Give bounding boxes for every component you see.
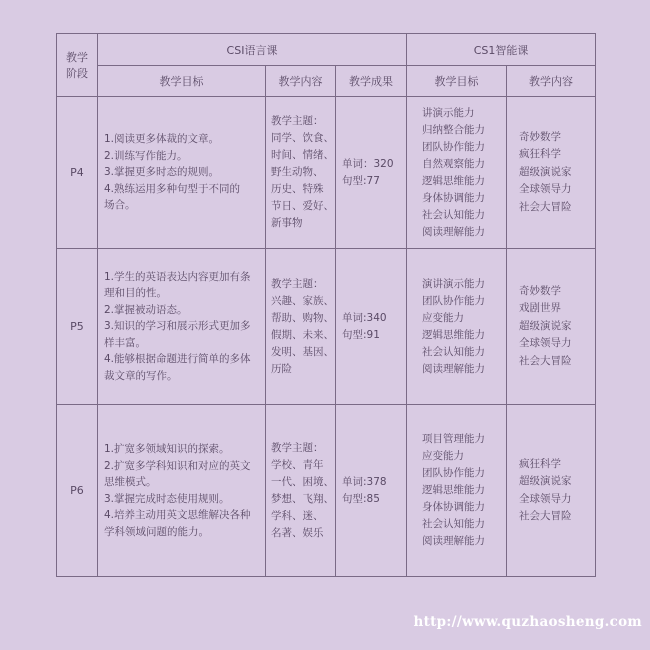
content-line: 历史、特殊 [271, 183, 324, 195]
goal-line: 理和目的性。 [104, 287, 167, 300]
results-cell [336, 249, 407, 405]
cs1-goals-column-header: 教学目标 [407, 66, 507, 97]
capability-line: 社会认知能力 [422, 208, 486, 221]
capability-line: 自然观察能力 [422, 157, 486, 170]
goals-cell [98, 249, 266, 405]
results-cell [336, 97, 407, 249]
result-line: 句型:77 [342, 174, 380, 187]
goal-line: 4.熟练运用多种句型于不同的 [104, 182, 241, 195]
stage-cell: P5 [57, 249, 98, 405]
content-line: 时间、情绪、 [271, 149, 334, 161]
content-column-header: 教学内容 [266, 66, 336, 97]
capability-line: 逻辑思维能力 [422, 328, 486, 341]
goal-line: 3.掌握完成时态使用规则。 [104, 492, 230, 505]
course-line: 超级演说家 [519, 165, 572, 178]
goal-line: 思维模式。 [104, 476, 157, 488]
content-line: 一代、困境、 [271, 475, 334, 488]
capability-line: 演讲演示能力 [422, 277, 486, 290]
goal-line: 1.扩宽多领域知识的探索。 [104, 443, 230, 455]
course-line: 社会大冒险 [519, 510, 572, 522]
course-line: 超级演说家 [519, 319, 572, 332]
course-line: 全球领导力 [519, 337, 572, 350]
capability-line: 团队协作能力 [422, 294, 486, 307]
capability-line: 应变能力 [422, 450, 465, 462]
website-watermark: http://www.quzhaosheng.com [413, 614, 642, 630]
curriculum-table [56, 33, 596, 577]
courses-cell [507, 97, 596, 249]
goal-line: 4.能够根据命题进行简单的多体 [104, 353, 251, 366]
capability-line: 逻辑思维能力 [422, 484, 486, 496]
cs1-course-header: CS1智能课 [407, 34, 596, 66]
content-line: 名著、娱乐 [271, 526, 324, 539]
course-line: 奇妙数学 [519, 130, 562, 143]
results-column-header: 教学成果 [336, 66, 407, 97]
goals-column-header: 教学目标 [98, 66, 266, 97]
content-cell [266, 97, 336, 249]
goal-line: 学科领域问题的能力。 [104, 525, 209, 538]
course-line: 奇妙数学 [519, 284, 562, 297]
capability-line: 阅读理解能力 [422, 362, 486, 375]
capability-line: 团队协作能力 [422, 467, 486, 479]
course-line: 超级演说家 [519, 475, 572, 487]
goals-cell [98, 97, 266, 249]
content-line: 发明、基因、 [271, 345, 334, 358]
content-line: 节日、爱好、 [271, 200, 334, 212]
course-line: 全球领导力 [519, 183, 572, 196]
course-line: 疯狂科学 [519, 457, 562, 470]
capability-line: 身体协调能力 [422, 191, 486, 204]
course-line: 全球领导力 [519, 492, 572, 505]
content-line: 教学主题： [271, 115, 324, 127]
capability-line: 归纳整合能力 [422, 123, 486, 136]
goal-line: 3.掌握更多时态的规则。 [104, 166, 220, 179]
content-line: 梦想、飞翔、 [271, 492, 334, 505]
table-row-p6 [57, 405, 596, 577]
course-line: 戏剧世界 [519, 302, 562, 315]
content-line: 新事物 [271, 217, 303, 229]
courses-cell [507, 249, 596, 405]
goal-line: 裁文章的写作。 [104, 369, 178, 382]
capability-line: 团队协作能力 [422, 140, 486, 153]
result-line: 单词:340 [342, 311, 387, 324]
capability-line: 逻辑思维能力 [422, 174, 486, 187]
stage-header-line: 教学 [66, 51, 88, 64]
result-line: 单词:378 [342, 475, 387, 488]
content-line: 学科、迷、 [271, 509, 324, 522]
goal-line: 2.训练写作能力。 [104, 149, 188, 162]
course-line: 社会大冒险 [519, 200, 572, 213]
capability-line: 身体协调能力 [422, 501, 486, 513]
table-row-p5 [57, 249, 596, 405]
capability-line: 应变能力 [422, 311, 465, 324]
capability-line: 阅读理解能力 [422, 225, 486, 238]
result-line: 句型:91 [342, 328, 380, 341]
content-cell [266, 249, 336, 405]
capabilities-cell [407, 405, 507, 577]
content-line: 学校、青年 [271, 458, 324, 471]
table-row-p4 [57, 97, 596, 249]
goal-line: 3.知识的学习和展示形式更加多 [104, 320, 251, 333]
content-line: 帮助、购物、 [271, 311, 334, 324]
goal-line: 1.学生的英语表达内容更加有条 [104, 270, 251, 283]
goals-cell [98, 405, 266, 577]
capability-line: 阅读理解能力 [422, 535, 486, 547]
course-line: 社会大冒险 [519, 354, 572, 367]
content-line: 假期、未来、 [271, 328, 334, 341]
content-line: 历险 [271, 362, 292, 375]
capability-line: 项目管理能力 [422, 433, 486, 445]
capability-line: 社会认知能力 [422, 518, 486, 530]
result-line: 句型:85 [342, 492, 380, 505]
goal-line: 2.掌握被动语态。 [104, 303, 188, 316]
goal-line: 2.扩宽多学科知识和对应的英文 [104, 459, 251, 472]
csi-course-header: CSI语言课 [98, 34, 407, 66]
stage-header-line: 阶段 [66, 67, 88, 80]
content-line: 兴趣、家族、 [271, 294, 334, 307]
capabilities-cell [407, 249, 507, 405]
results-cell [336, 405, 407, 577]
content-line: 教学主题： [271, 277, 324, 290]
stage-header [57, 34, 98, 97]
goal-line: 场合。 [104, 199, 136, 212]
content-line: 野生动物、 [271, 166, 324, 178]
capability-line: 讲演示能力 [422, 106, 475, 119]
content-line: 教学主题： [271, 441, 324, 454]
goal-line: 1.阅读更多体裁的文章。 [104, 133, 220, 146]
content-cell [266, 405, 336, 577]
result-line: 单词：320 [342, 157, 394, 170]
capability-line: 社会认知能力 [422, 345, 486, 358]
cs1-content-column-header: 教学内容 [507, 66, 596, 97]
stage-cell: P4 [57, 97, 98, 249]
goal-line: 4.培养主动用英文思维解决各种 [104, 509, 251, 521]
goal-line: 样丰富。 [104, 336, 146, 349]
stage-cell: P6 [57, 405, 98, 577]
course-line: 疯狂科学 [519, 148, 562, 161]
courses-cell [507, 405, 596, 577]
capabilities-cell [407, 97, 507, 249]
content-line: 同学、饮食、 [271, 132, 334, 144]
